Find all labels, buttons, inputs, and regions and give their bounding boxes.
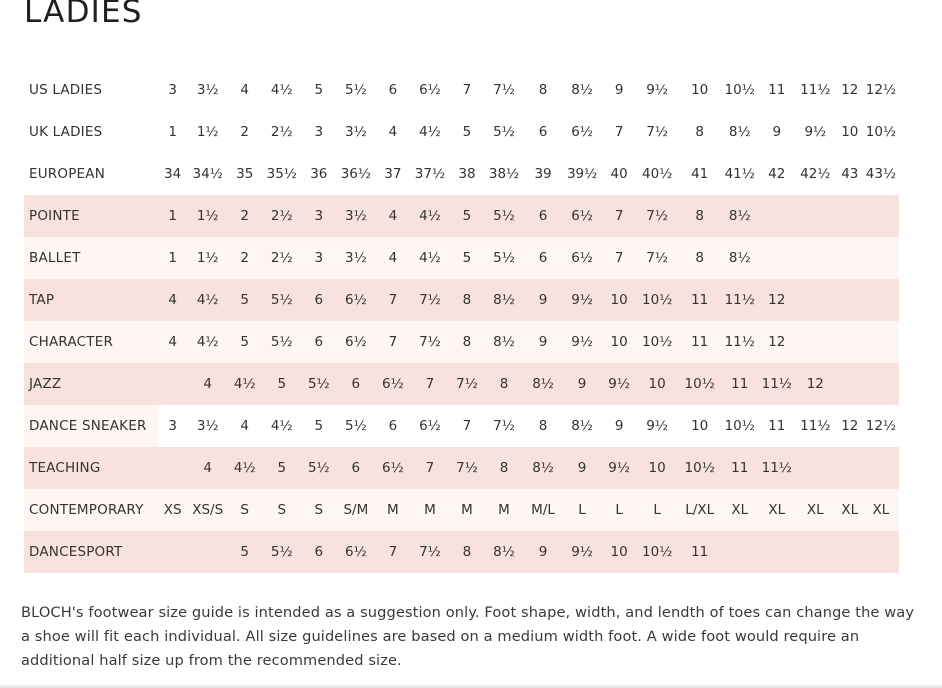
- size-cell: 7: [604, 111, 635, 153]
- size-cell: 11½: [794, 405, 837, 447]
- size-cell: 39: [526, 153, 561, 195]
- size-cell: [760, 195, 794, 237]
- size-cell: 10: [604, 321, 635, 363]
- size-cell: 1½: [186, 111, 229, 153]
- size-cell: 2½: [260, 111, 303, 153]
- size-row-contemporary: [24, 489, 899, 531]
- size-cell: 11: [760, 405, 794, 447]
- size-cell: 38½: [482, 153, 525, 195]
- row-label: JAZZ: [24, 363, 159, 405]
- size-cell: 9: [561, 447, 604, 489]
- size-chart-table: [24, 69, 899, 573]
- size-cell: 4½: [260, 405, 303, 447]
- size-cell: 5: [260, 447, 303, 489]
- size-cell: 39½: [561, 153, 604, 195]
- size-cell: 10½: [720, 69, 760, 111]
- size-cell: 11: [720, 447, 760, 489]
- row-label: POINTE: [24, 195, 159, 237]
- size-row-teaching: [24, 447, 899, 489]
- size-cell: 9: [526, 531, 561, 573]
- size-cell: 6: [303, 321, 334, 363]
- size-cell: 12½: [863, 69, 899, 111]
- size-cell: 6: [377, 405, 408, 447]
- size-cell: 11: [680, 279, 720, 321]
- size-cell: 2: [229, 195, 260, 237]
- size-cell: M/L: [526, 489, 561, 531]
- size-cell: 42: [760, 153, 794, 195]
- size-cell: 9½: [561, 279, 604, 321]
- size-cell: S/M: [334, 489, 377, 531]
- size-cell: [837, 363, 863, 405]
- size-cell: [186, 531, 229, 573]
- size-cell: 4½: [229, 363, 260, 405]
- size-cell: [794, 237, 837, 279]
- size-cell: 4½: [229, 447, 260, 489]
- size-cell: 7½: [408, 279, 451, 321]
- size-cell: 6: [377, 69, 408, 111]
- size-cell: 3½: [334, 111, 377, 153]
- size-cell: 9: [604, 405, 635, 447]
- size-cell: 4: [377, 237, 408, 279]
- size-cell: 11½: [720, 321, 760, 363]
- size-cell: 11: [680, 321, 720, 363]
- size-cell: 11½: [720, 279, 760, 321]
- size-cell: 4: [159, 279, 186, 321]
- size-cell: [794, 447, 837, 489]
- size-cell: [760, 237, 794, 279]
- size-cell: 6: [334, 363, 377, 405]
- size-cell: 6½: [377, 447, 408, 489]
- size-cell: [159, 531, 186, 573]
- size-cell: 10½: [720, 405, 760, 447]
- size-cell: XL: [837, 489, 863, 531]
- size-cell: 3: [303, 237, 334, 279]
- size-cell: 9½: [794, 111, 837, 153]
- size-cell: 42½: [794, 153, 837, 195]
- size-cell: 12: [837, 69, 863, 111]
- size-cell: 35½: [260, 153, 303, 195]
- size-cell: 5½: [303, 447, 334, 489]
- size-cell: 7: [451, 69, 482, 111]
- size-cell: 10: [635, 363, 680, 405]
- size-cell: 5½: [334, 69, 377, 111]
- size-cell: 9: [561, 363, 604, 405]
- size-cell: 5: [229, 321, 260, 363]
- size-cell: 6: [303, 279, 334, 321]
- size-cell: M: [482, 489, 525, 531]
- size-cell: S: [229, 489, 260, 531]
- size-cell: 6½: [334, 279, 377, 321]
- size-cell: 8: [526, 405, 561, 447]
- size-cell: 1: [159, 237, 186, 279]
- size-cell: 4½: [408, 195, 451, 237]
- size-cell: 37½: [408, 153, 451, 195]
- size-cell: 4: [159, 321, 186, 363]
- size-cell: 6: [526, 237, 561, 279]
- size-cell: L: [561, 489, 604, 531]
- size-cell: 6: [334, 447, 377, 489]
- size-cell: 9½: [604, 363, 635, 405]
- size-guide-note: BLOCH's footwear size guide is intended as a suggestion only. Foot shape, width, and lendth of toes can change the way a shoe will fit each individual. All size guidelines are based on a medium width foot. A wide foot would require an additional half size up from the recommended size.: [21, 604, 915, 669]
- size-cell: 7½: [451, 447, 482, 489]
- size-cell: 6½: [561, 195, 604, 237]
- size-row-tap: [24, 279, 899, 321]
- size-cell: 12: [837, 405, 863, 447]
- row-label: CONTEMPORARY: [24, 489, 159, 531]
- row-label: DANCE SNEAKER: [24, 405, 159, 447]
- size-cell: 12½: [863, 405, 899, 447]
- size-cell: 8½: [720, 195, 760, 237]
- size-cell: 8½: [720, 237, 760, 279]
- size-cell: 41½: [720, 153, 760, 195]
- size-cell: 11½: [760, 363, 794, 405]
- size-cell: [837, 531, 863, 573]
- size-row-dance-sneaker: [24, 405, 899, 447]
- size-cell: [794, 321, 837, 363]
- size-cell: 6½: [408, 405, 451, 447]
- size-cell: 9: [604, 69, 635, 111]
- size-cell: 10½: [635, 531, 680, 573]
- size-cell: 3: [303, 195, 334, 237]
- size-cell: 43½: [863, 153, 899, 195]
- row-label: BALLET: [24, 237, 159, 279]
- size-cell: XL: [863, 489, 899, 531]
- size-row-jazz: [24, 363, 899, 405]
- size-cell: 8: [680, 195, 720, 237]
- size-cell: 7: [408, 447, 451, 489]
- size-cell: 7: [377, 321, 408, 363]
- size-cell: 7: [604, 195, 635, 237]
- size-cell: 7½: [635, 195, 680, 237]
- size-cell: XL: [760, 489, 794, 531]
- size-cell: 5½: [482, 111, 525, 153]
- size-cell: 3: [159, 69, 186, 111]
- size-cell: 7½: [635, 111, 680, 153]
- size-row-pointe: [24, 195, 899, 237]
- size-cell: 5: [260, 363, 303, 405]
- size-cell: 7½: [482, 405, 525, 447]
- size-cell: S: [260, 489, 303, 531]
- size-cell: 6½: [561, 237, 604, 279]
- size-cell: L: [635, 489, 680, 531]
- size-cell: 7: [377, 279, 408, 321]
- size-cell: 7: [408, 363, 451, 405]
- size-cell: 10: [604, 531, 635, 573]
- size-cell: 37: [377, 153, 408, 195]
- size-cell: 9: [526, 279, 561, 321]
- size-cell: 6½: [408, 69, 451, 111]
- size-cell: 5: [451, 237, 482, 279]
- size-cell: 9½: [635, 405, 680, 447]
- size-cell: [863, 321, 899, 363]
- size-cell: 4½: [186, 279, 229, 321]
- size-cell: [794, 279, 837, 321]
- size-cell: 8½: [482, 321, 525, 363]
- size-cell: 5½: [482, 237, 525, 279]
- size-cell: 1: [159, 111, 186, 153]
- size-cell: 41: [680, 153, 720, 195]
- size-cell: [863, 531, 899, 573]
- size-cell: 4: [186, 447, 229, 489]
- size-cell: 3: [303, 111, 334, 153]
- size-cell: 10½: [863, 111, 899, 153]
- size-cell: [863, 237, 899, 279]
- size-cell: 10: [680, 69, 720, 111]
- size-cell: 8: [526, 69, 561, 111]
- size-cell: 40½: [635, 153, 680, 195]
- size-cell: 8: [451, 321, 482, 363]
- size-cell: [720, 531, 760, 573]
- size-row-character: [24, 321, 899, 363]
- size-cell: 8½: [482, 279, 525, 321]
- size-cell: 8½: [526, 363, 561, 405]
- size-cell: XL: [794, 489, 837, 531]
- size-cell: 5½: [260, 531, 303, 573]
- size-cell: 7½: [482, 69, 525, 111]
- size-cell: 9: [760, 111, 794, 153]
- size-cell: 8½: [561, 405, 604, 447]
- size-cell: 6½: [334, 321, 377, 363]
- size-cell: 10½: [680, 447, 720, 489]
- size-cell: 34½: [186, 153, 229, 195]
- size-cell: 7: [604, 237, 635, 279]
- size-cell: 3½: [186, 69, 229, 111]
- size-cell: 7½: [451, 363, 482, 405]
- size-cell: 36: [303, 153, 334, 195]
- size-cell: 4: [229, 405, 260, 447]
- size-cell: 38: [451, 153, 482, 195]
- size-cell: 7: [377, 531, 408, 573]
- size-cell: 8: [451, 531, 482, 573]
- size-cell: XL: [720, 489, 760, 531]
- size-cell: 4: [377, 111, 408, 153]
- size-cell: 43: [837, 153, 863, 195]
- size-row-uk-ladies: [24, 111, 899, 153]
- size-cell: [794, 531, 837, 573]
- size-cell: 8½: [526, 447, 561, 489]
- size-cell: M: [451, 489, 482, 531]
- size-cell: 10: [635, 447, 680, 489]
- size-cell: 5: [303, 405, 334, 447]
- size-cell: 1½: [186, 195, 229, 237]
- size-cell: [863, 195, 899, 237]
- size-cell: M: [377, 489, 408, 531]
- size-cell: 11½: [760, 447, 794, 489]
- size-cell: 12: [760, 279, 794, 321]
- size-cell: 5½: [334, 405, 377, 447]
- size-cell: S: [303, 489, 334, 531]
- bottom-edge-shadow: [0, 684, 942, 688]
- size-cell: 4½: [260, 69, 303, 111]
- size-cell: [837, 447, 863, 489]
- size-cell: 11½: [794, 69, 837, 111]
- size-cell: 8½: [561, 69, 604, 111]
- size-cell: 8½: [720, 111, 760, 153]
- size-cell: 7½: [408, 531, 451, 573]
- size-cell: 9: [526, 321, 561, 363]
- size-cell: 4½: [408, 111, 451, 153]
- size-cell: 1: [159, 195, 186, 237]
- size-cell: 8: [680, 237, 720, 279]
- size-cell: 40: [604, 153, 635, 195]
- size-cell: 5½: [260, 279, 303, 321]
- size-cell: [837, 279, 863, 321]
- size-cell: 5: [229, 531, 260, 573]
- size-cell: 3½: [186, 405, 229, 447]
- size-cell: 8½: [482, 531, 525, 573]
- size-cell: 6: [526, 111, 561, 153]
- size-cell: L: [604, 489, 635, 531]
- size-cell: XS/S: [186, 489, 229, 531]
- size-cell: [159, 363, 186, 405]
- size-row-us-ladies: [24, 69, 899, 111]
- size-cell: [837, 321, 863, 363]
- size-cell: 9½: [561, 531, 604, 573]
- size-row-ballet: [24, 237, 899, 279]
- size-cell: 12: [794, 363, 837, 405]
- row-label: TEACHING: [24, 447, 159, 489]
- size-cell: [837, 195, 863, 237]
- size-cell: 10: [680, 405, 720, 447]
- row-label: UK LADIES: [24, 111, 159, 153]
- size-cell: 5: [451, 111, 482, 153]
- size-cell: 5: [229, 279, 260, 321]
- size-cell: 10½: [680, 363, 720, 405]
- size-cell: L/XL: [680, 489, 720, 531]
- size-cell: 9½: [604, 447, 635, 489]
- size-cell: [863, 363, 899, 405]
- row-label: TAP: [24, 279, 159, 321]
- size-cell: 10½: [635, 321, 680, 363]
- size-cell: M: [408, 489, 451, 531]
- row-label: US LADIES: [24, 69, 159, 111]
- size-cell: 35: [229, 153, 260, 195]
- size-cell: [794, 195, 837, 237]
- size-cell: [760, 531, 794, 573]
- size-cell: 11: [760, 69, 794, 111]
- size-cell: 8: [451, 279, 482, 321]
- size-cell: 5: [303, 69, 334, 111]
- size-cell: 1½: [186, 237, 229, 279]
- size-cell: 6: [303, 531, 334, 573]
- size-cell: 2½: [260, 195, 303, 237]
- size-cell: [863, 279, 899, 321]
- size-cell: 4½: [186, 321, 229, 363]
- size-cell: 10: [604, 279, 635, 321]
- size-cell: 4: [186, 363, 229, 405]
- size-cell: [863, 447, 899, 489]
- row-label: DANCESPORT: [24, 531, 159, 573]
- size-cell: 6½: [377, 363, 408, 405]
- size-cell: 5½: [303, 363, 334, 405]
- page-title: LADIES: [24, 0, 143, 30]
- size-cell: 7½: [408, 321, 451, 363]
- size-cell: 7: [451, 405, 482, 447]
- size-cell: 4: [377, 195, 408, 237]
- row-label: CHARACTER: [24, 321, 159, 363]
- size-cell: 12: [760, 321, 794, 363]
- size-cell: [837, 237, 863, 279]
- size-cell: 8: [482, 447, 525, 489]
- row-label: EUROPEAN: [24, 153, 159, 195]
- size-cell: 6½: [561, 111, 604, 153]
- size-cell: 3½: [334, 237, 377, 279]
- size-cell: 11: [680, 531, 720, 573]
- size-cell: 34: [159, 153, 186, 195]
- size-cell: 2: [229, 237, 260, 279]
- size-row-dancesport: [24, 531, 899, 573]
- size-cell: 8: [482, 363, 525, 405]
- size-cell: 8: [680, 111, 720, 153]
- size-cell: 7½: [635, 237, 680, 279]
- size-cell: 6: [526, 195, 561, 237]
- size-cell: 36½: [334, 153, 377, 195]
- size-cell: 4½: [408, 237, 451, 279]
- size-cell: 9½: [635, 69, 680, 111]
- size-cell: 10½: [635, 279, 680, 321]
- size-cell: 2½: [260, 237, 303, 279]
- size-cell: XS: [159, 489, 186, 531]
- size-cell: 9½: [561, 321, 604, 363]
- size-cell: [159, 447, 186, 489]
- size-cell: 5½: [482, 195, 525, 237]
- size-row-european: [24, 153, 899, 195]
- size-cell: 3½: [334, 195, 377, 237]
- size-chart-body: [24, 69, 899, 573]
- size-cell: 5: [451, 195, 482, 237]
- size-cell: 2: [229, 111, 260, 153]
- size-cell: 11: [720, 363, 760, 405]
- size-cell: 10: [837, 111, 863, 153]
- size-cell: 6½: [334, 531, 377, 573]
- size-cell: 5½: [260, 321, 303, 363]
- size-cell: 3: [159, 405, 186, 447]
- size-cell: 4: [229, 69, 260, 111]
